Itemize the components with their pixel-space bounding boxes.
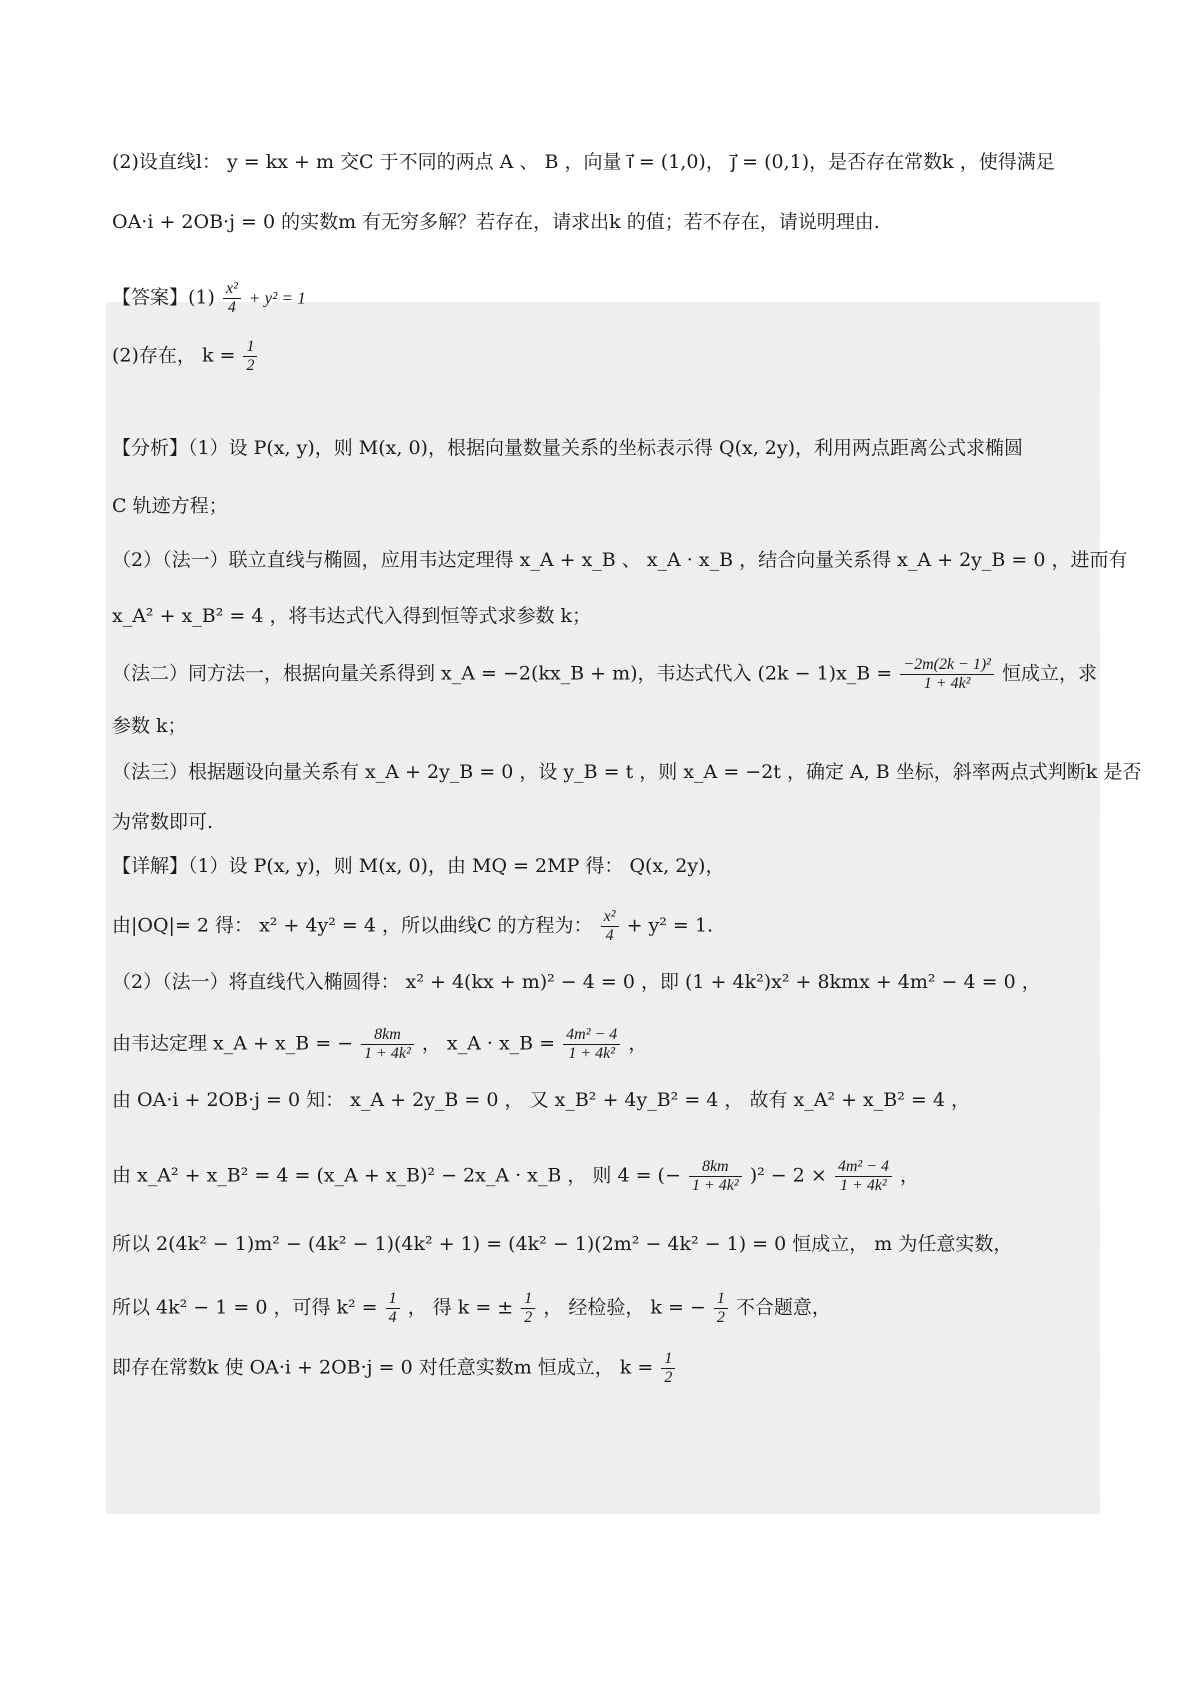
- detail-line4: 由韦达定理 x_A + x_B = − $\frac{8km}{\text{1 + 4k²}}$ ， x_A · x_B = $\frac{\text{4m² − 4}}{\text{1 + 4k²}}$ ，: [112, 1026, 648, 1062]
- detail-line9: 即存在常数k 使 OA·i + 2OB·j = 0 对任意实数m 恒成立， k = $\frac{1}{2}$: [112, 1350, 677, 1387]
- analysis-line2: C 轨迹方程；: [112, 495, 228, 517]
- fraction: $\frac{\text{4m² − 4}}{\text{1 + 4k²}}$: [835, 1158, 892, 1195]
- analysis-line7: （法三）根据题设向量关系有 x_A + 2y_B = 0 ，设 y_B = t ，则 x_A = −2t ，确定 A, B 坐标，斜率两点式判断k 是否: [112, 761, 1142, 783]
- detail-line2: 由|OQ|= 2 得： x² + 4y² = 4 ，所以曲线C 的方程为： $\frac{\text{x²}}{4}$ + y² = 1.: [112, 908, 713, 944]
- fraction: $\frac{1}{2}$: [714, 1290, 728, 1327]
- fraction: $\frac{1}{2}$: [661, 1350, 675, 1387]
- fraction: $\frac{8km}{\text{1 + 4k²}}$: [361, 1026, 414, 1063]
- analysis-line8: 为常数即可.: [112, 811, 214, 833]
- question-part2-line2: OA·i + 2OB·j = 0 的实数m 有无穷多解？若存在，请求出k 的值；若不存在，请说明理由.: [112, 211, 880, 233]
- detail-line8: 所以 4k² − 1 = 0 ，可得 k² = $\frac{1}{4}$ ， 得 k = ± $\frac{1}{2}$ ， 经检验， k = − $\frac{1}{2}$ 不合题意，: [112, 1290, 831, 1326]
- fraction: $\frac{\text{4m² − 4}}{\text{1 + 4k²}}$: [563, 1026, 620, 1063]
- detail-line6: 由 x_A² + x_B² = 4 = (x_A + x_B)² − 2x_A · x_B ， 则 4 = (− $\frac{8km}{\text{1 + 4k²}}$ )² − 2 × $\frac{\text{4m² − 4}}{\text{1 + 4k²}}$ ，: [112, 1158, 920, 1194]
- analysis-line3: （2）（法一）联立直线与椭圆，应用韦达定理得 x_A + x_B 、 x_A · x_B ，结合向量关系得 x_A + 2y_B = 0 ，进而有: [112, 549, 1128, 571]
- answer-part1: 【答案】(1) $\frac{\text{x²}}{4}$ + y² = 1: [112, 280, 306, 316]
- question-part2-line1: (2)设直线l： y = kx + m 交C 于不同的两点 A 、 B ，向量 i⃗ = (1,0)， j⃗ = (0,1)，是否存在常数k ，使得满足: [112, 151, 1055, 173]
- fraction: $\frac{\text{−2m(2k − 1)²}}{\text{1 + 4k²}}$: [900, 656, 994, 693]
- fraction: $\frac{\text{x²}}{4}$: [601, 908, 619, 945]
- analysis-line1: 【分析】（1）设 P(x, y)，则 M(x, 0)，根据向量数量关系的坐标表示得 Q(x, 2y)，利用两点距离公式求椭圆: [112, 437, 1024, 459]
- fraction: $\frac{\text{x²}}{4}$: [223, 280, 241, 317]
- answer-part2: (2)存在， k = $\frac{1}{2}$: [112, 338, 259, 375]
- detail-line5: 由 OA·i + 2OB·j = 0 知： x_A + 2y_B = 0 ， 又 x_B² + 4y_B² = 4 ， 故有 x_A² + x_B² = 4 ，: [112, 1089, 970, 1111]
- fraction: $\frac{1}{4}$: [386, 1290, 400, 1327]
- fraction: $\frac{8km}{\text{1 + 4k²}}$: [689, 1158, 742, 1195]
- detail-line3: （2）（法一）将直线代入椭圆得： x² + 4(kx + m)² − 4 = 0 ，即 (1 + 4k²)x² + 8kmx + 4m² − 4 = 0 ，: [112, 971, 1041, 993]
- analysis-line4: x_A² + x_B² = 4 ，将韦达式代入得到恒等式求参数 k；: [112, 605, 592, 627]
- analysis-line6: 参数 k；: [112, 715, 187, 737]
- detail-line7: 所以 2(4k² − 1)m² − (4k² − 1)(4k² + 1) = (4k² − 1)(2m² − 4k² − 1) = 0 恒成立， m 为任意实数，: [112, 1233, 1013, 1255]
- analysis-line5: （法二）同方法一，根据向量关系得到 x_A = −2(kx_B + m)，韦达式代入 (2k − 1)x_B = $\frac{\text{−2m(2k − 1)²}}{\text{1 + 4k²}}$ 恒成立，求: [112, 656, 1098, 692]
- fraction: $\frac{1}{2}$: [521, 1290, 535, 1327]
- fraction: $\frac{1}{2}$: [243, 338, 257, 375]
- detail-line1: 【详解】（1）设 P(x, y)，则 M(x, 0)，由 MQ = 2MP 得： Q(x, 2y)，: [112, 855, 725, 877]
